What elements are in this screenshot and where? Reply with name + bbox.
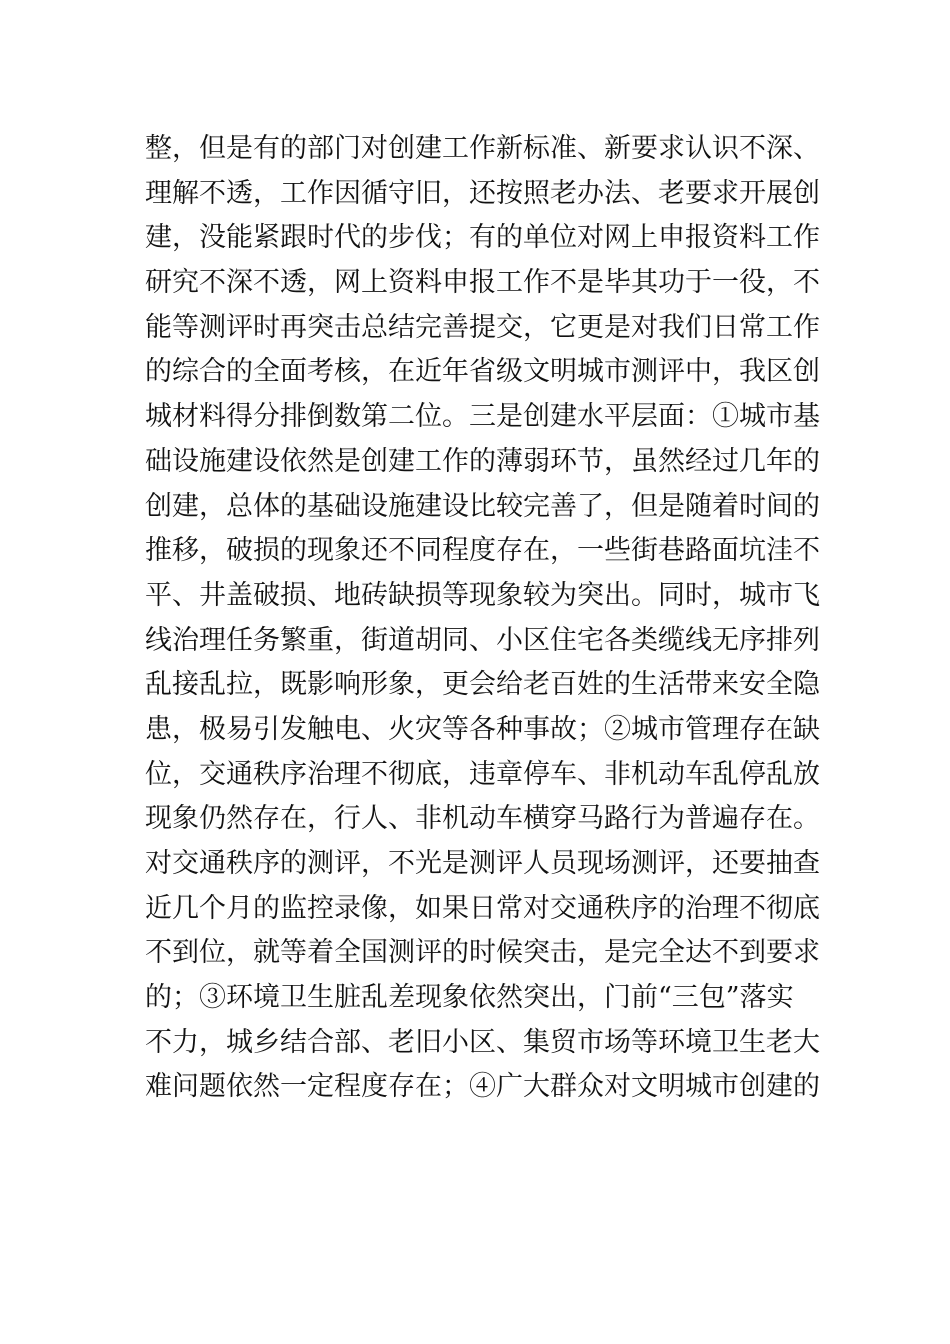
text-line: 建，没能紧跟时代的步伐；有的单位对网上申报资料工作 [145, 222, 820, 254]
text-line: 理解不透，工作因循守旧，还按照老办法、老要求开展创 [145, 177, 820, 209]
text-line: 平、井盖破损、地砖缺损等现象较为突出。同时，城市飞 [145, 579, 820, 611]
text-line: 不力，城乡结合部、老旧小区、集贸市场等环境卫生老大 [145, 1026, 820, 1058]
text-line: 不到位，就等着全国测评的时候突击，是完全达不到要求 [145, 937, 820, 969]
body-text [145, 127, 825, 1110]
text-line: 整，但是有的部门对创建工作新标准、新要求认识不深、 [145, 133, 820, 164]
text-line: 能等测评时再突击总结完善提交，它更是对我们日常工作 [145, 311, 820, 343]
text-line: 现象仍然存在，行人、非机动车横穿马路行为普遍存在。 [145, 803, 820, 835]
text-line: 础设施建设依然是创建工作的薄弱环节，虽然经过几年的 [145, 445, 820, 477]
text-line: 难问题依然一定程度存在；④广大群众对文明城市创建的 [145, 1071, 820, 1103]
text-line: 创建，总体的基础设施建设比较完善了，但是随着时间的 [145, 490, 820, 522]
text-line: 线治理任务繁重，街道胡同、小区住宅各类缆线无序排列 [145, 624, 820, 656]
text-line: 近几个月的监控录像，如果日常对交通秩序的治理不彻底 [145, 892, 820, 924]
text-line: 位，交通秩序治理不彻底，违章停车、非机动车乱停乱放 [145, 758, 820, 790]
text-line: 研究不深不透，网上资料申报工作不是毕其功于一役，不 [145, 267, 820, 299]
text-line: 推移，破损的现象还不同程度存在，一些街巷路面坑洼不 [145, 535, 820, 567]
text-line: 城材料得分排倒数第二位。三是创建水平层面：①城市基 [145, 401, 820, 433]
text-line: 乱接乱拉，既影响形象，更会给老百姓的生活带来安全隐 [145, 669, 820, 701]
text-line: 患，极易引发触电、火灾等各种事故；②城市管理存在缺 [145, 713, 820, 745]
text-line: 的；③环境卫生脏乱差现象依然突出，门前“三包”落实 [145, 982, 794, 1014]
text-line: 的综合的全面考核，在近年省级文明城市测评中，我区创 [145, 356, 820, 388]
text-line: 对交通秩序的测评，不光是测评人员现场测评，还要抽查 [145, 848, 820, 879]
